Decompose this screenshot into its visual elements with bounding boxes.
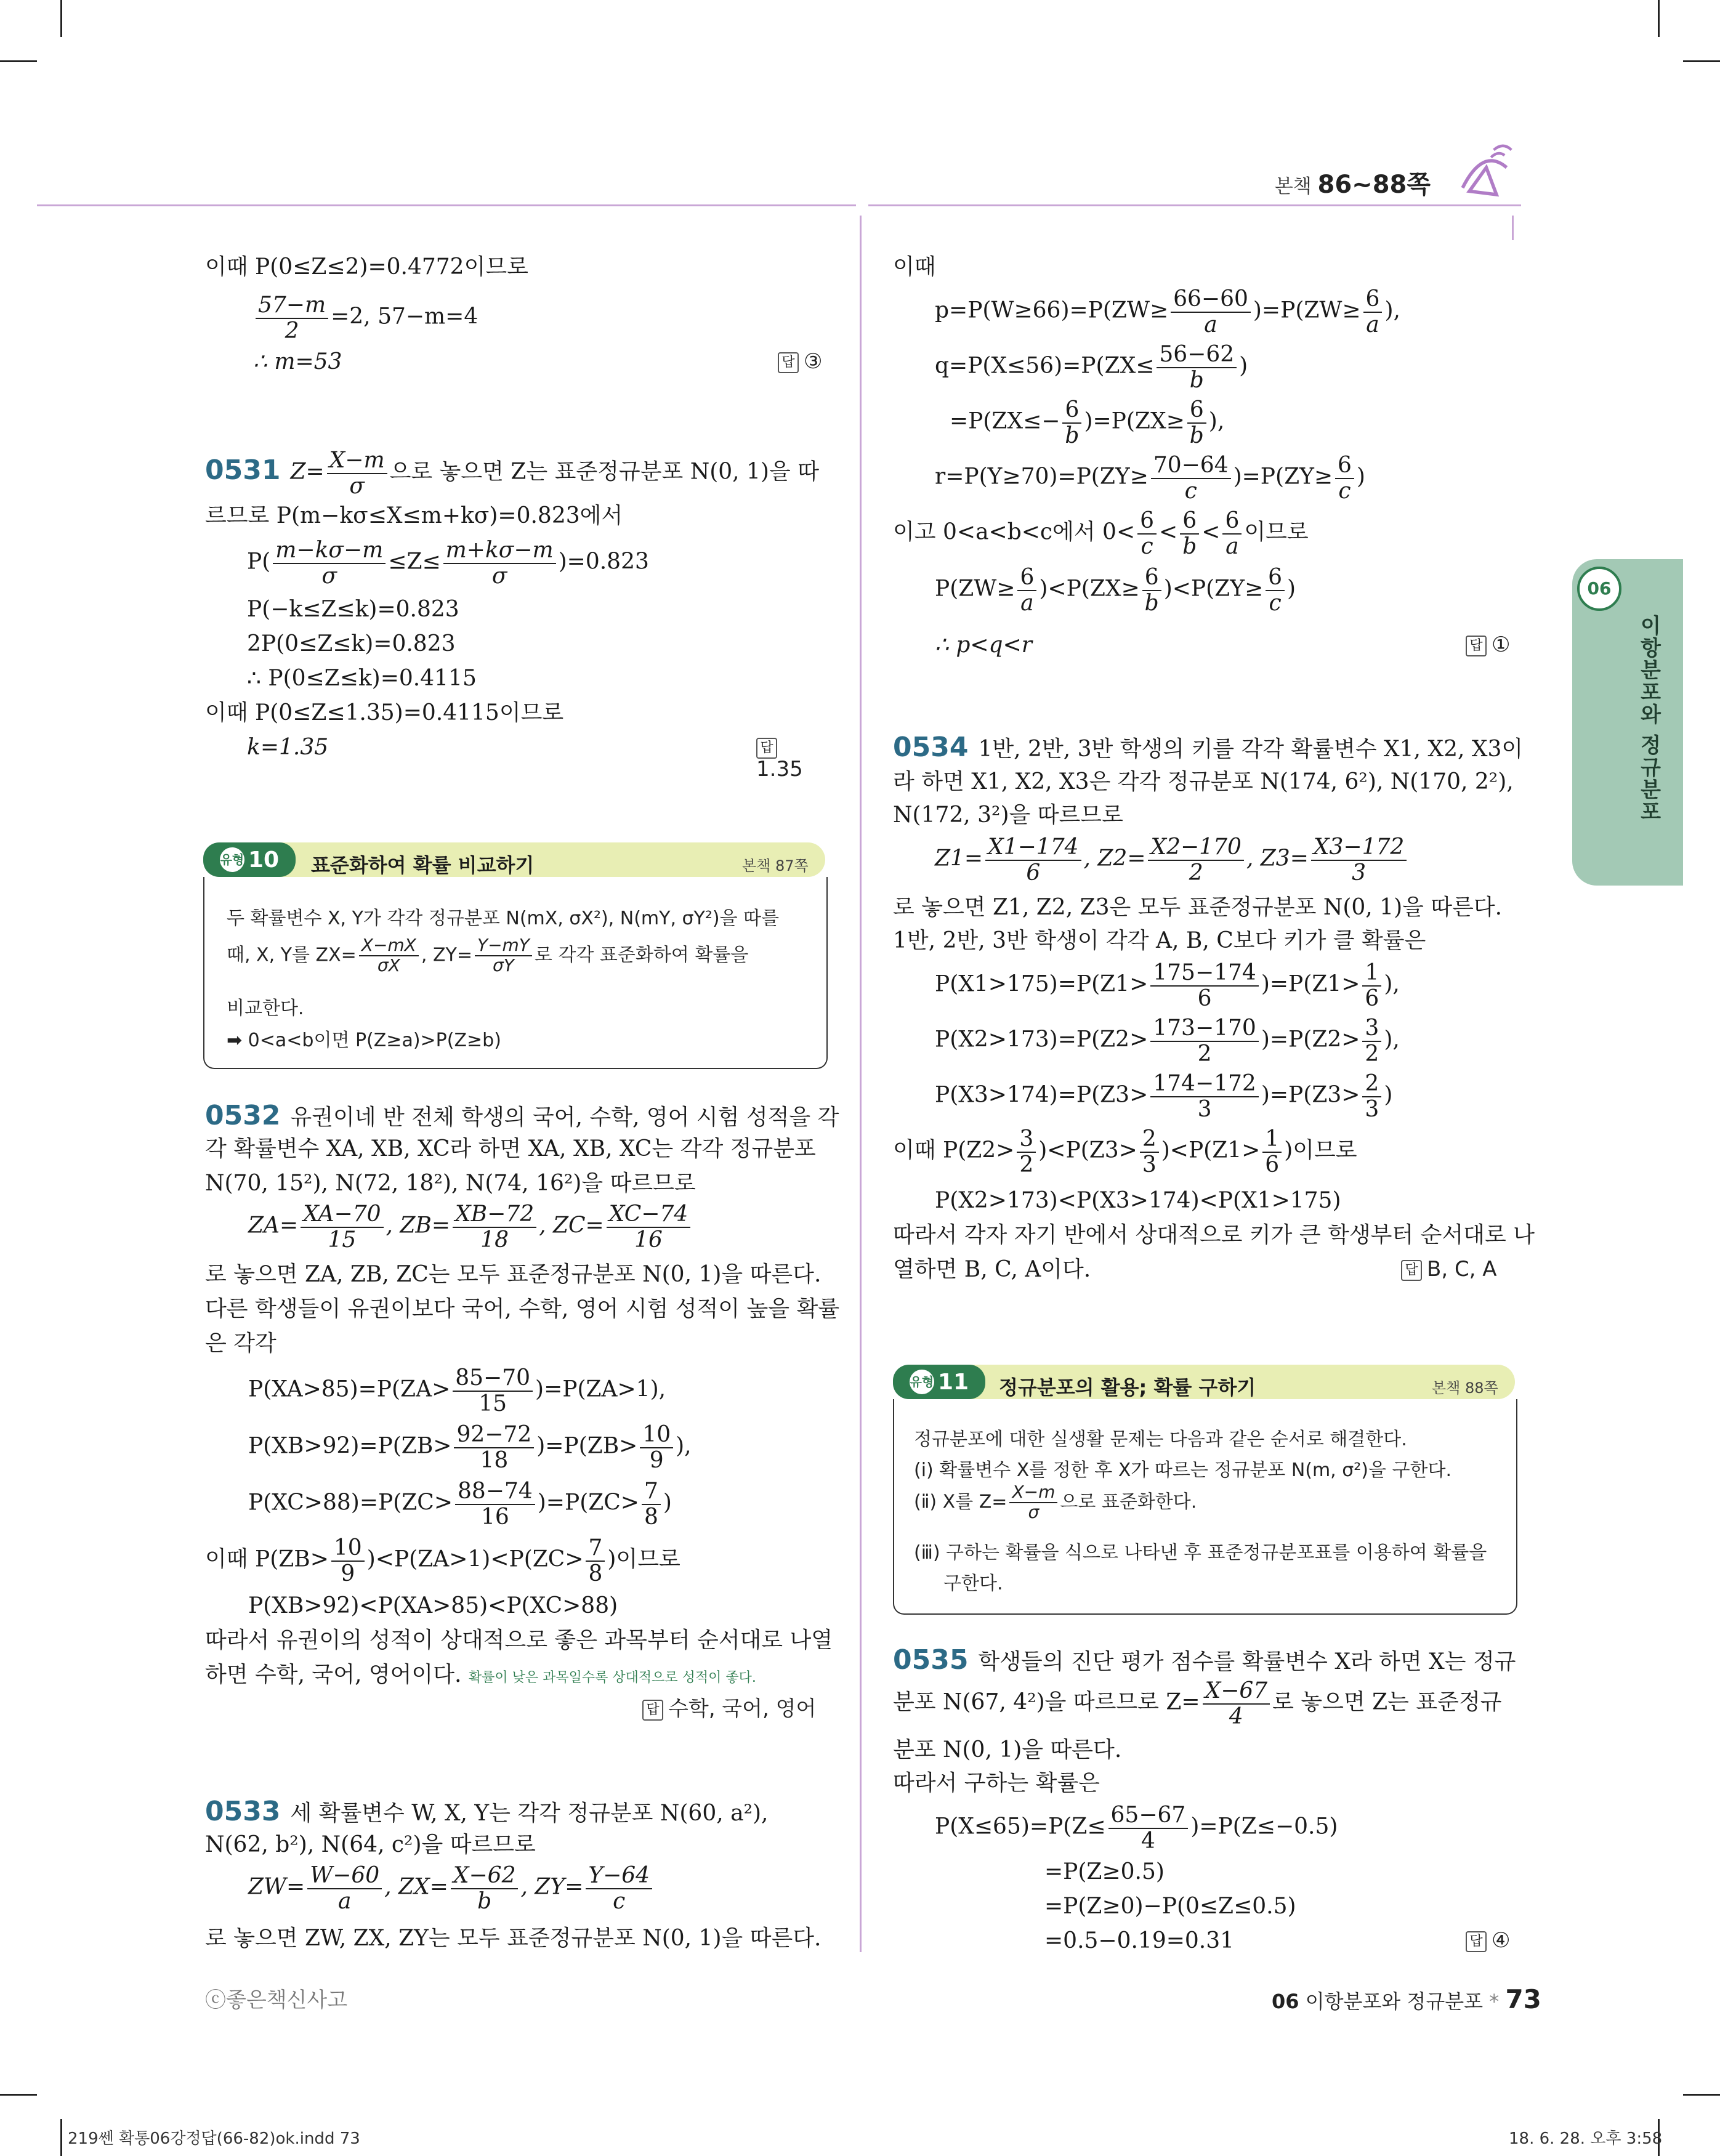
answer-mark: 답 ③ [778,351,822,373]
math-line: ZA= $\frac{XA-70}{15}$ , ZB= $\frac{XB-72}{18}$ , ZC= $\frac{XC-74}{16}$ [248,1202,693,1252]
text-line: 로 놓으면 Z1, Z2, Z3은 모두 표준정규분포 N(0, 1)을 따른다. [893,895,1503,920]
problem-0535: 0535 학생들의 진단 평가 점수를 확률변수 X라 하면 X는 정규 [893,1644,1516,1676]
math-line: $\frac{57-m}{2}$ =2, 57−m=4 [253,293,478,343]
type11-text: (ⅲ) 구하는 확률을 식으로 나타낸 후 표준정규분포표를 이용하여 확률을 [914,1542,1487,1564]
crop-mark [0,2094,37,2096]
math-line: k=1.35 [247,735,329,760]
math-line: 이때 P(ZB> $\frac{10}{9}$ )<P(ZA>1)<P(ZC> $\frac{7}{8}$ )이므로 [205,1535,680,1586]
text-line: 은 각각 [205,1331,277,1356]
crop-mark [0,60,37,62]
type10-text: 두 확률변수 X, Y가 각각 정규분포 N(mX, σX²), N(mY, σY²)을 따를 [227,908,780,929]
text-line: 각 확률변수 XA, XB, XC라 하면 XA, XB, XC는 각각 정규분포 [205,1136,816,1161]
type10-text: ➡ 0<a<b이면 P(Z≥a)>P(Z≥b) [227,1030,501,1051]
answer-mark: 답 수학, 국어, 영어 [642,1698,816,1721]
crop-mark [1683,2094,1720,2096]
text-line: 따라서 유권이의 성적이 상대적으로 좋은 과목부터 순서대로 나열 [205,1628,833,1653]
frame-top-line [37,204,856,206]
math-line: P(XB>92)<P(XA>85)<P(XC>88) [248,1593,618,1618]
file-info: 219쎈 확통06강정답(66-82)ok.indd 73 [68,2130,360,2148]
text-line: N(172, 3²)을 따르므로 [893,802,1123,828]
type11-text: 구한다. [943,1573,1003,1594]
math-line: q=P(X≤56)=P(ZX≤ $\frac{56-62}{b}$ ) [935,342,1248,393]
frame-right-line [1512,216,1514,240]
satellite-icon [1449,140,1517,208]
math-line: P( $\frac{m-k\sigma-m}{\sigma}$ ≤Z≤ $\frac{m+k\sigma-m}{\sigma}$ )=0.823 [247,538,649,589]
type10-title: 표준화하여 확률 비교하기 [311,854,535,877]
type10-ref: 본책 87쪽 [742,857,809,874]
chapter-side-title: 이항분포와 정규분포 [1636,615,1661,823]
math-line: Z1= $\frac{X1-174}{6}$ , Z2= $\frac{X2-170}{2}$ , Z3= $\frac{X3-172}{3}$ [935,835,1409,885]
crop-mark [1658,0,1660,37]
publisher-credit: ⓒ좋은책신사고 [205,1988,348,2013]
math-line: 2P(0≤Z≤k)=0.823 [247,631,456,656]
problem-0533: 0533 세 확률변수 W, X, Y는 각각 정규분포 N(60, a²), [205,1796,769,1827]
type10-badge: 유형 10 [203,842,296,877]
answer-mark: 답 B, C, A [1401,1259,1497,1281]
math-line: P(XC>88)=P(ZC> $\frac{88-74}{16}$ )=P(ZC> $\frac{7}{8}$ ) [248,1479,672,1530]
text-line: 이때 P(0≤Z≤2)=0.4772이므로 [205,254,528,280]
math-line: ZW= $\frac{W-60}{a}$ , ZX= $\frac{X-62}{b}$ , ZY= $\frac{Y-64}{c}$ [248,1863,655,1913]
math-line: =P(Z≥0)−P(0≤Z≤0.5) [1044,1894,1296,1919]
math-line: P(ZW≥ $\frac{6}{a}$ )<P(ZX≥ $\frac{6}{b}$ )<P(ZY≥ $\frac{6}{c}$ ) [935,565,1296,616]
math-line: P(X2>173)=P(Z2> $\frac{173-170}{2}$ )=P(Z2> $\frac{3}{2}$ ), [935,1015,1400,1067]
text-line: 로 놓으면 ZW, ZX, ZY는 모두 표준정규분포 N(0, 1)을 따른다. [205,1926,822,1951]
math-line: P(X1>175)=P(Z1> $\frac{175-174}{6}$ )=P(Z1> $\frac{1}{6}$ ), [935,960,1400,1011]
math-line: P(X2>173)<P(X3>174)<P(X1>175) [935,1188,1341,1213]
page-number: 73 [1505,1984,1541,2014]
math-line: =0.5−0.19=0.31 [1044,1928,1235,1953]
problem-number: 0535 [893,1644,969,1676]
problem-number: 0531 [205,454,281,486]
text-line: 하면 수학, 국어, 영어이다. 확률이 낮은 과목일수록 상대적으로 성적이 좋다. [205,1662,756,1687]
math-line: ∴ P(0≤Z≤k)=0.4115 [247,666,477,691]
text-line: N(70, 15²), N(72, 18²), N(74, 16²)을 따르므로 [205,1171,696,1196]
text-line: 르므로 P(m−kσ≤X≤m+kσ)=0.823에서 [205,503,623,528]
answer-mark: 답 ① [1466,634,1510,656]
text-line: 1반, 2반, 3반 학생이 각각 A, B, C보다 키가 클 확률은 [893,928,1426,953]
problem-0531: 0531 Z= $\frac{X-m}{\sigma}$ 으로 놓으면 Z는 표준정규분포 N(0, 1)을 따 [205,448,819,499]
problem-number: 0532 [205,1100,281,1131]
text-line: 다른 학생들이 유권이보다 국어, 수학, 영어 시험 성적이 높을 확률 [205,1296,840,1322]
math-line: P(−k≤Z≤k)=0.823 [247,597,459,622]
type11-text: (ⅱ) X를 Z= $\frac{X-m}{\sigma}$ 으로 표준화한다. [914,1482,1197,1522]
chapter-side-tab [1572,559,1683,886]
math-line: P(XB>92)=P(ZB> $\frac{92-72}{18}$ )=P(ZB> $\frac{10}{9}$ ), [248,1422,692,1473]
side-note: 확률이 낮은 과목일수록 상대적으로 성적이 좋다. [468,1670,756,1686]
text-line: 분포 N(0, 1)을 따른다. [893,1737,1122,1762]
math-line: =P(Z≥0.5) [1044,1859,1165,1884]
crop-mark [60,2119,62,2156]
text-line: N(62, b²), N(64, c²)을 따르므로 [205,1832,536,1857]
problem-number: 0534 [893,732,969,763]
header-page-ref: 본책 86~88쪽 [1274,171,1431,199]
crop-mark [60,0,62,37]
type11-text: (ⅰ) 확률변수 X를 정한 후 X가 따르는 정규분포 N(m, σ²)을 구한다. [914,1460,1452,1481]
answer-mark: 답1.35 [756,737,827,780]
math-line: P(XA>85)=P(ZA> $\frac{85-70}{15}$ )=P(ZA>1), [248,1365,666,1416]
text-line: 열하면 B, C, A이다. [893,1257,1091,1282]
type11-ref: 본책 88쪽 [1432,1379,1498,1397]
date-info: 18. 6. 28. 오후 3:58 [1509,2130,1663,2148]
text-line: 이때 [893,254,936,280]
type11-text: 정규분포에 대한 실생활 문제는 다음과 같은 순서로 해결한다. [914,1429,1407,1450]
math-line: ∴ m=53 [253,349,342,374]
text-line: 라 하면 X1, X2, X3은 각각 정규분포 N(174, 6²), N(170, 2²), [893,769,1514,794]
answer-mark: 답 ④ [1466,1930,1510,1952]
text-line: 따라서 구하는 확률은 [893,1770,1100,1796]
text-line: 따라서 각자 자기 반에서 상대적으로 키가 큰 학생부터 순서대로 나 [893,1222,1535,1248]
math-line: 분포 N(67, 4²)을 따르므로 Z= $\frac{X-67}{4}$ 로 놓으면 Z는 표준정규 [893,1678,1502,1729]
type10-text: 때, X, Y를 ZX= $\frac{X-mX}{\sigma X}$ , ZY= $\frac{Y-mY}{\sigma Y}$ 로 각각 표준화하여 확률을 [227,935,749,975]
type11-title: 정규분포의 활용; 확률 구하기 [999,1376,1256,1399]
footer-chapter: 06 이항분포와 정규분포 * 73 [1272,1984,1541,2014]
frame-top-line [868,204,1521,206]
problem-0534: 0534 1반, 2반, 3반 학생의 키를 각각 확률변수 X1, X2, X3이 [893,732,1524,763]
chapter-number-badge: 06 [1577,567,1621,611]
type11-badge: 유형 11 [893,1365,985,1399]
math-line: 이때 P(Z2> $\frac{3}{2}$ )<P(Z3> $\frac{2}{3}$ )<P(Z1> $\frac{1}{6}$ )이므로 [893,1126,1357,1177]
math-line: P(X3>174)=P(Z3> $\frac{174-172}{3}$ )=P(Z3> $\frac{2}{3}$ ) [935,1071,1393,1122]
column-divider [860,216,862,1952]
math-line: p=P(W≥66)=P(ZW≥ $\frac{66-60}{a}$ )=P(ZW≥ $\frac{6}{a}$ ), [935,286,1400,337]
math-line: =P(ZX≤− $\frac{6}{b}$ )=P(ZX≥ $\frac{6}{b}$ ), [950,397,1225,448]
math-line: 이고 0<a<b<c에서 0< $\frac{6}{c}$ < $\frac{6}{b}$ < $\frac{6}{a}$ 이므로 [893,508,1309,559]
text-line: 이때 P(0≤Z≤1.35)=0.4115이므로 [205,700,564,725]
math-line: ∴ p<q<r [935,632,1032,658]
math-line: P(X≤65)=P(Z≤ $\frac{65-67}{4}$ )=P(Z≤−0.5) [935,1803,1338,1854]
math-line: r=P(Y≥70)=P(ZY≥ $\frac{70-64}{c}$ )=P(ZY≥ $\frac{6}{c}$ ) [935,453,1365,504]
problem-0532: 0532 유권이네 반 전체 학생의 국어, 수학, 영어 시험 성적을 각 [205,1100,839,1131]
type10-text: 비교한다. [227,998,304,1019]
text-line: 로 놓으면 ZA, ZB, ZC는 모두 표준정규분포 N(0, 1)을 따른다. [205,1262,822,1287]
problem-number: 0533 [205,1796,281,1827]
crop-mark [1683,60,1720,62]
